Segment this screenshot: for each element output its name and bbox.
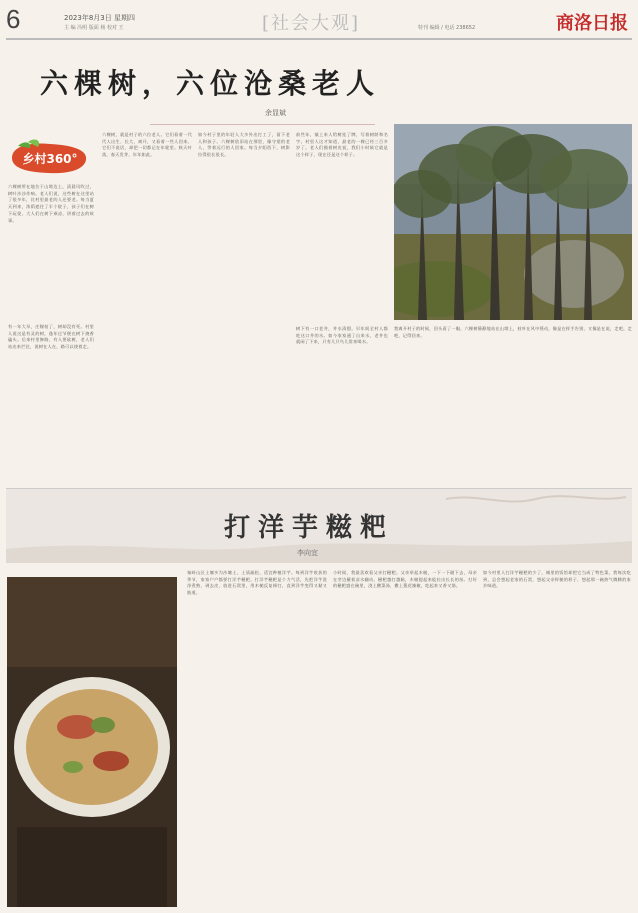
trees-photo <box>394 124 632 320</box>
article1-col-a: 六棵树所在地位于山坳边上，清晨风吹过，树叶沙沙作响。老人们说，这些树在这里站了很多年，比村里最老的人还要老。每当夏天到来，浓荫遮住了半个院子，孩子们在树下玩耍，大人们在树下乘凉，讲着过去的故事。 <box>8 184 94 223</box>
page-header <box>0 0 638 38</box>
article1-divider <box>150 124 375 125</box>
article1-title: 六棵树，六位沧桑老人 <box>40 67 381 100</box>
article2-author: 李向宜 <box>297 549 318 557</box>
article1-col-f: 我离开村子的时候，回头看了一眼。六棵树静静地站在山坳上，枝叶在风中摇动，像是在挥手告别，又像是在说，走吧，走吧，记得回来。 <box>394 326 632 338</box>
header-sub-info: 主 编 冯明 版面 杨 校对 王 <box>64 25 124 31</box>
article1-col-c: 如今村子里的年轻人大多外出打工了，留下老人和孩子。六棵树依旧站在那里，像守望的老人，等着远行的人回家。每当夕阳西下，树影拉得很长很长。 <box>198 132 290 158</box>
section-title: [社会大观] <box>262 13 361 34</box>
article1-col-e: 树下有一口老井，井水清甜。早年间全村人都吃这口井的水。如今家家通了自来水，老井也就闲了下来，只有几只鸟儿常来喝水。 <box>296 326 388 345</box>
article1-col-b: 六棵树，就是村子的六位老人。它们看着一代代人出生、长大、离开，又看着一些人回来。它们不说话，却把一切都记在年轮里。秋天叶落，春天发芽，年年如此。 <box>102 132 192 158</box>
issue-date: 2023年8月3日 星期四 <box>64 14 135 22</box>
article1-col-a2: 有一年大旱，庄稼枯了，树却没有死。村里人说这是有灵的树，逢年过节便在树下烧香磕头。后来村里修路，有人要砍树，老人们站出来拦住，说树在人在，路可以绕着走。 <box>8 324 94 350</box>
column-tag <box>8 138 92 178</box>
newspaper-logo: 商洛日报 <box>556 13 628 34</box>
column-tag-text: 乡村360° <box>22 152 78 166</box>
article2-col-b: 小时候，我最喜欢看父亲打糍粑。父亲举起木槌，一下一下砸下去，母亲在旁边蘸着凉水翻动。糍粑越打越黏，木槌提起来能拉出长长的丝。打好的糍粑盛在碗里，浇上酸菜汤，撒上葱花辣椒，吃起来又香又筋。 <box>333 570 477 589</box>
header-rule <box>6 38 632 40</box>
article1-col-d: 前些年，镇上来人给树挂了牌，写着树龄和名字。村里人这才知道，最老的一棵已经三百多岁了。老人们摸着树皮说，我们小时候它就是这个样子，现在还是这个样子。 <box>296 132 388 158</box>
article2-title: 打洋芋糍粑 <box>224 513 395 543</box>
potato-cake-photo <box>7 577 177 907</box>
page-number: 6 <box>6 4 21 34</box>
article1-author: 余显斌 <box>265 109 286 117</box>
article2-col-a: 秦岭山区土壤多为沙壤土，土质疏松，适宜种植洋芋。每到洋芋收获的季节，家家户户都要打洋芋糍粑。打洋芋糍粑是个力气活，先把洋芋洗净煮熟，剥去皮，放进石窝里，用木槌反复捶打，直到洋芋变得又黏又筋道。 <box>187 570 327 596</box>
article2-col-c: 如今村里人打洋芋糍粑的少了，城里的饭馆却把它当成了特色菜。我每次吃到，总会想起老家的石窝，想起父亲挥槌的样子，想起那一碗热气腾腾的家乡味道。 <box>483 570 631 589</box>
editor-line: 特刊 编辑 / 电话 238652 <box>418 25 476 31</box>
